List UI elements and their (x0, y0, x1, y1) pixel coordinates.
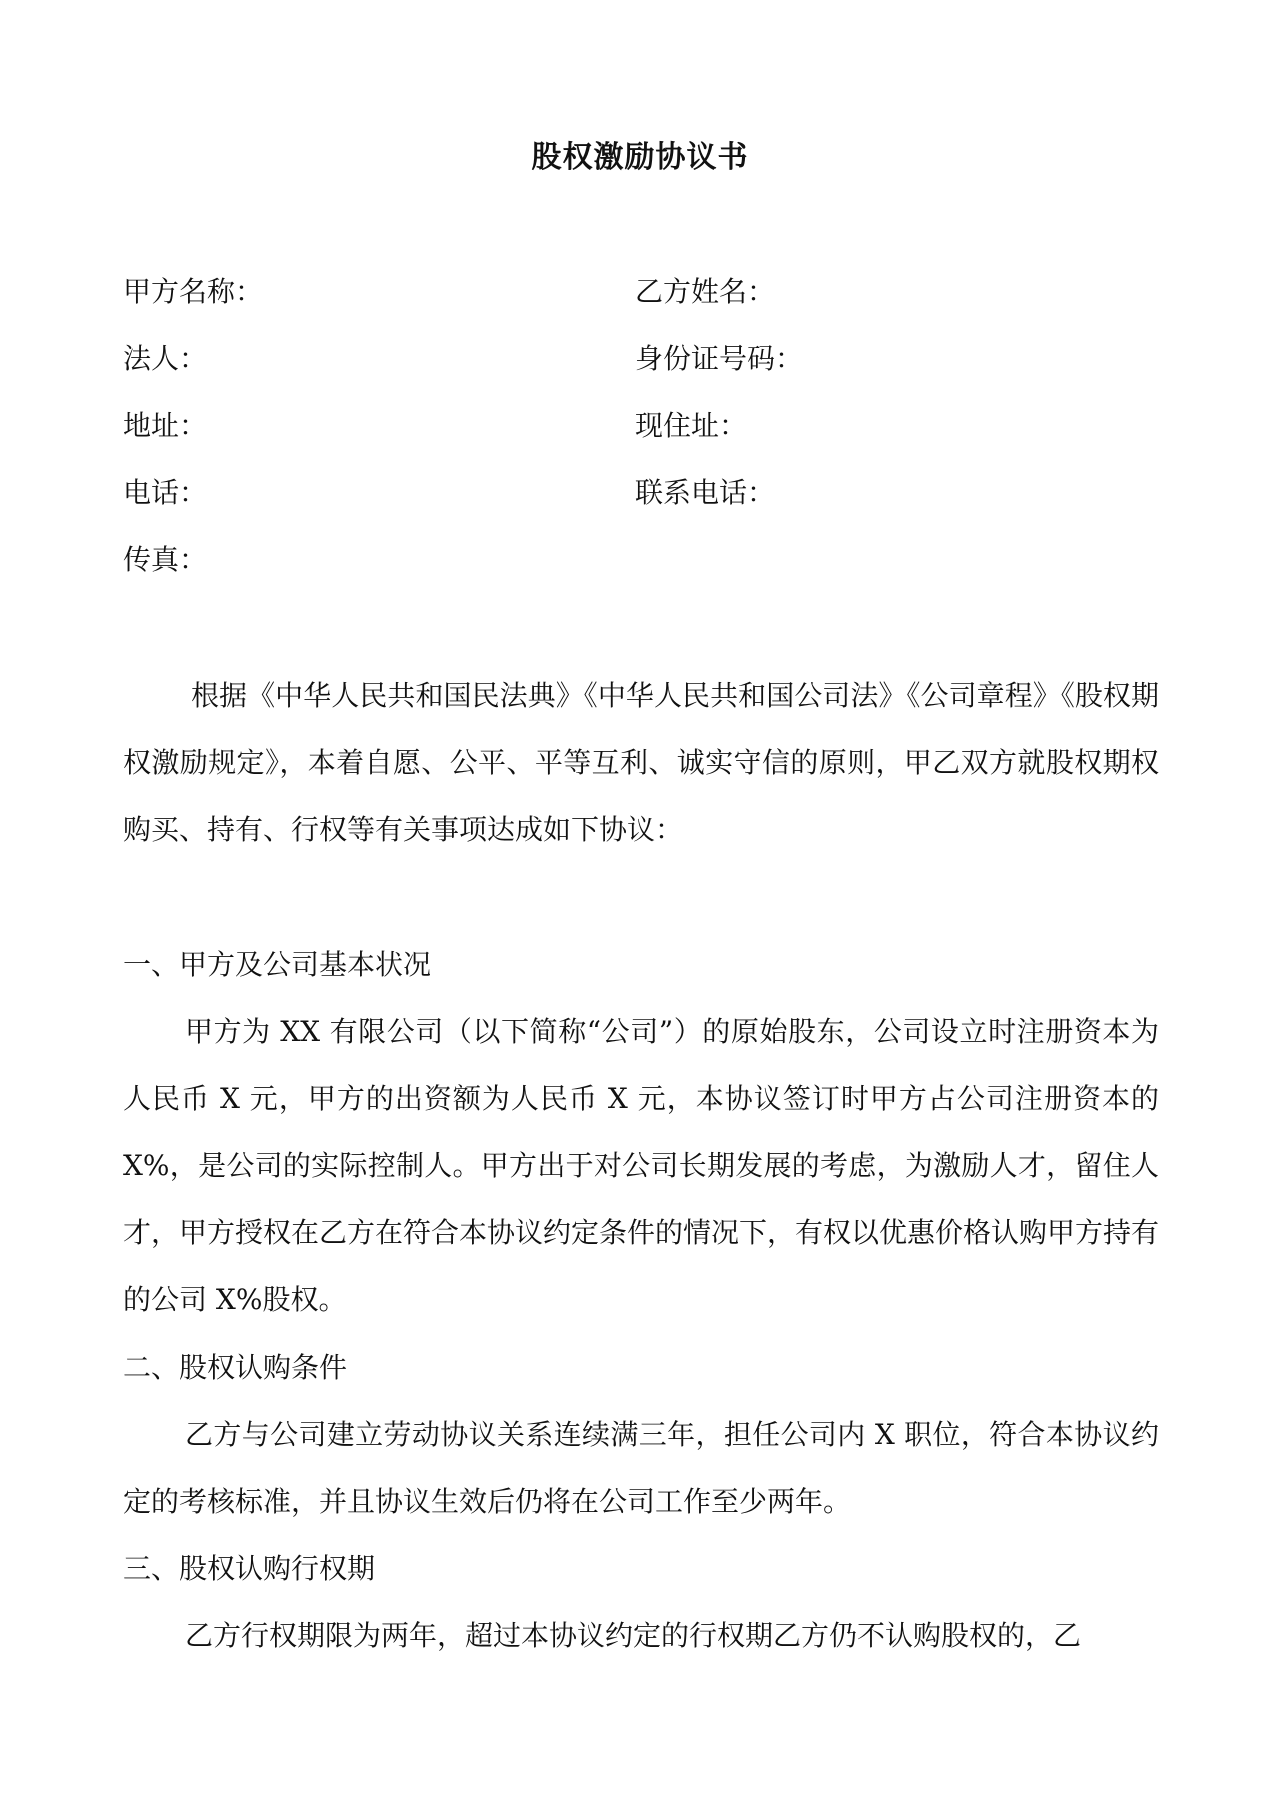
document-title: 股权激励协议书 (531, 140, 749, 175)
section-heading-1: 一、甲方及公司基本状况 (123, 948, 432, 981)
party-a-legal-rep-label: 法人： (123, 342, 208, 375)
section-paragraph-1: 甲方为 XX 有限公司（以下简称“公司”）的原始股东，公司设立时注册资本为人民币 X 元，甲方的出资额为人民币 X 元，本协议签订时甲方占公司注册资本的 X%，是公司的实际控制人。甲方出于对公司长期发展的考虑，为激励人才，留住人才，甲方授权在乙方在符合本协议约定条件的情况下，有权以优惠价格认购甲方持有的公司 X%股权。 (123, 1015, 1160, 1316)
party-b-id-label: 身份证号码： (635, 342, 804, 375)
party-a-fax-label: 传真： (123, 543, 208, 576)
party-b-phone-label: 联系电话： (635, 476, 776, 509)
section-paragraph-2: 乙方与公司建立劳动协议关系连续满三年，担任公司内 X 职位，符合本协议约定的考核标准，并且协议生效后仍将在公司工作至少两年。 (123, 1418, 1159, 1518)
party-a-phone-label: 电话： (123, 476, 208, 509)
section-paragraph-3: 乙方行权期限为两年，超过本协议约定的行权期乙方仍不认购股权的，乙 (185, 1619, 1082, 1652)
section-heading-3: 三、股权认购行权期 (123, 1552, 376, 1585)
party-a-name-label: 甲方名称： (123, 275, 264, 308)
party-b-name-label: 乙方姓名： (635, 275, 776, 308)
party-a-address-label: 地址： (123, 409, 208, 442)
party-b-address-label: 现住址： (635, 409, 748, 442)
section-heading-2: 二、股权认购条件 (123, 1351, 348, 1384)
intro-paragraph: 根据《中华人民共和国民法典》《中华人民共和国公司法》《公司章程》《股权期权激励规定》，本着自愿、公平、平等互利、诚实守信的原则，甲乙双方就股权期权购买、持有、行权等有关事项达成如下协议： (123, 679, 1159, 846)
